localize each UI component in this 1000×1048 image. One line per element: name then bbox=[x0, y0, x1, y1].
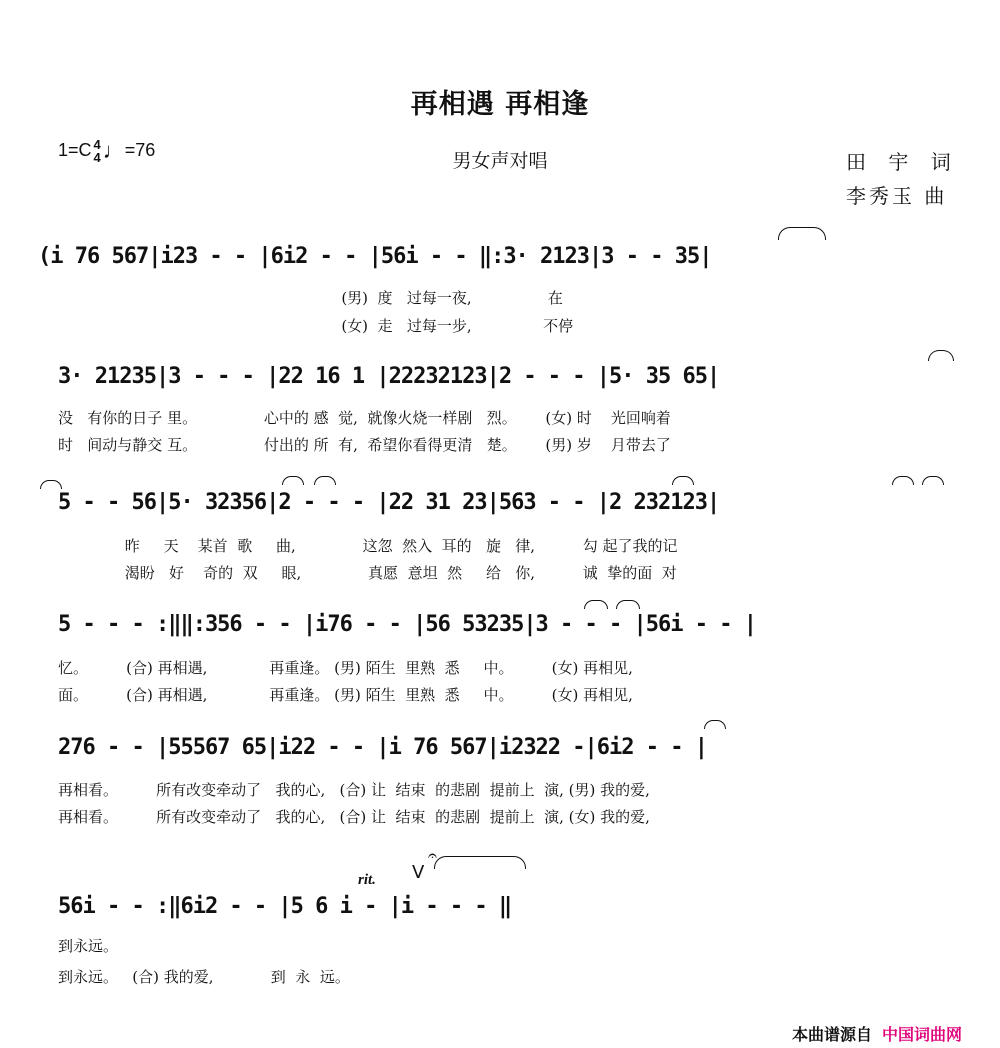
key-label: 1=C bbox=[58, 139, 92, 160]
system-2-lyrics-2: 时 间动与静交 互。 付出的 所 有, 希望你看得更清 楚。 (男) 岁 月带去了 bbox=[58, 436, 671, 454]
system-2-lyrics-1: 没 有你的日子 里。 心中的 感 觉, 就像火烧一样剧 烈。 (女) 时 光回响着 bbox=[58, 409, 671, 427]
system-1-music: (i 76 567|i23 - - |6i2 - - |56i - - ‖:3· 2123|3 - - 35| bbox=[38, 244, 712, 269]
tempo: =76 bbox=[124, 139, 156, 160]
source-label: 本曲谱源自 bbox=[792, 1025, 873, 1044]
slur-mark bbox=[704, 720, 726, 729]
time-signature: 4 4 bbox=[93, 137, 101, 165]
tie-mark bbox=[40, 480, 62, 489]
breath-mark: V bbox=[412, 862, 425, 883]
system-4-music: 5 - - - :‖‖:356 - - |i76 - - |56 53235|3 - - - |56i - - | bbox=[58, 612, 756, 637]
ritardando-mark: rit. bbox=[358, 872, 376, 888]
system-5-music: 276 - - |55567 65|i22 - - |i 76 567|i2322 -|6i2 - - | bbox=[58, 735, 707, 760]
slur-mark bbox=[672, 476, 694, 485]
source-footer bbox=[792, 1022, 962, 1045]
system-1-lyrics-2: (女) 走 过每一步, 不停 bbox=[60, 317, 574, 335]
slur-mark bbox=[892, 476, 914, 485]
system-2-music: 3· 21235|3 - - - |22 16 1 |22232123|2 - - - |5· 35 65| bbox=[58, 364, 720, 389]
system-6-lyrics-2: 到永远。 (合) 我的爱, 到 永 远。 bbox=[58, 968, 350, 986]
subtitle: 男女声对唱 bbox=[452, 150, 548, 172]
composer-credit: 李秀玉 曲 bbox=[846, 184, 948, 208]
quarter-note-icon: ♩ bbox=[102, 138, 125, 163]
system-3-music: 5 - - 56|5· 32356|2 - - - |22 31 23|563 - - |2 232123| bbox=[58, 490, 720, 515]
fermata-icon: 𝄐 bbox=[428, 846, 437, 865]
system-1-lyrics-1: (男) 度 过每一夜, 在 bbox=[60, 289, 563, 307]
slur-mark bbox=[314, 476, 336, 485]
system-6-lyrics-1: 到永远。 bbox=[58, 937, 119, 955]
tie-mark bbox=[928, 350, 954, 361]
tie-mark bbox=[778, 227, 826, 240]
system-4-lyrics-1: 忆。 (合) 再相遇, 再重逢。 (男) 陌生 里熟 悉 中。 (女) 再相见, bbox=[58, 659, 633, 677]
system-4-lyrics-2: 面。 (合) 再相遇, 再重逢。 (男) 陌生 里熟 悉 中。 (女) 再相见, bbox=[58, 686, 633, 704]
score-title: 再相遇 再相逢 bbox=[410, 89, 590, 120]
slur-mark bbox=[922, 476, 944, 485]
system-6-music: 56i - - :‖6i2 - - |5 6 i - |i - - - ‖ bbox=[58, 894, 512, 919]
slur-mark bbox=[616, 600, 640, 609]
system-3-lyrics-2: 渴盼 好 奇的 双 眼, 真愿 意坦 然 给 你, 诚 挚的面 对 bbox=[58, 564, 677, 582]
slur-mark bbox=[282, 476, 304, 485]
slur-mark bbox=[584, 600, 608, 609]
system-3-lyrics-1: 昨 天 某首 歌 曲, 这忽 然入 耳的 旋 律, 勾 起了我的记 bbox=[58, 537, 678, 555]
lyricist-credit: 田 宇 词 bbox=[846, 150, 959, 174]
system-5-lyrics-2: 再相看。 所有改变牵动了 我的心, (合) 让 结束 的悲剧 提前上 演, (女) 我的爱, bbox=[58, 808, 650, 826]
brand-link[interactable]: 中国词曲网 bbox=[882, 1025, 963, 1044]
system-5-lyrics-1: 再相看。 所有改变牵动了 我的心, (合) 让 结束 的悲剧 提前上 演, (男) 我的爱, bbox=[58, 781, 650, 799]
tie-mark bbox=[434, 856, 526, 869]
